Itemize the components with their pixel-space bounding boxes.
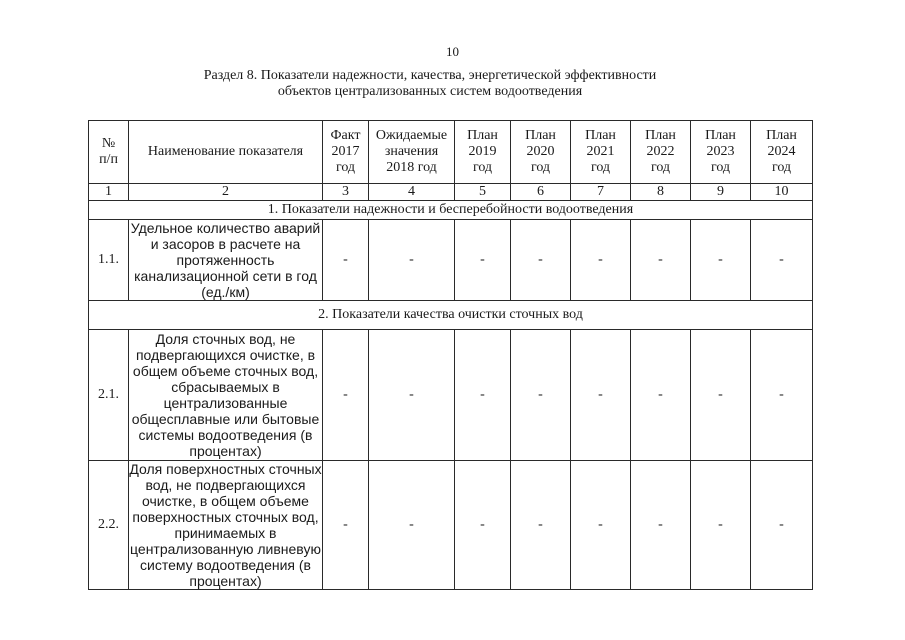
column-number: 10 xyxy=(751,184,813,201)
column-number: 3 xyxy=(323,184,369,201)
column-number: 9 xyxy=(691,184,751,201)
header-cell-number: № п/п xyxy=(89,121,129,184)
section-title-line-1: Раздел 8. Показатели надежности, качества, энергетической эффективности xyxy=(203,68,657,83)
section-heading-reliability: 1. Показатели надежности и бесперебойности водоотведения xyxy=(89,201,813,220)
header-cell-plan-2021: План 2021 год xyxy=(571,121,631,184)
value-cell: - xyxy=(631,330,691,461)
value-cell: - xyxy=(691,461,751,590)
indicator-name: Удельное количество аварий и засоров в расчете на протяженность канализационной сети в год (ед./км) xyxy=(129,220,323,301)
table-row xyxy=(89,330,813,461)
value-cell: - xyxy=(511,220,571,301)
header-cell-plan-2022: План 2022 год xyxy=(631,121,691,184)
value-cell: - xyxy=(751,330,813,461)
row-number: 1.1. xyxy=(89,220,129,301)
value-cell: - xyxy=(323,330,369,461)
column-numbers-row xyxy=(89,184,813,201)
section-heading-treatment-quality: 2. Показатели качества очистки сточных вод xyxy=(89,301,813,330)
header-cell-name: Наименование показателя xyxy=(129,121,323,184)
value-cell: - xyxy=(455,461,511,590)
value-cell: - xyxy=(631,461,691,590)
column-number: 1 xyxy=(89,184,129,201)
header-cell-fact-2017: Факт 2017 год xyxy=(323,121,369,184)
value-cell: - xyxy=(369,220,455,301)
value-cell: - xyxy=(571,220,631,301)
value-cell: - xyxy=(455,220,511,301)
header-cell-plan-2019: План 2019 год xyxy=(455,121,511,184)
table-row xyxy=(89,461,813,590)
indicator-name: Доля поверхностных сточных вод, не подвергающихся очистке, в общем объеме поверхностных сточных вод, принимаемых в централизованную ливневую систему водоотведения (в процентах) xyxy=(129,461,322,589)
header-row xyxy=(89,121,813,184)
section-title-line-2: объектов централизованных систем водоотведения xyxy=(277,84,583,99)
value-cell: - xyxy=(751,461,813,590)
section-row-2 xyxy=(89,301,813,330)
value-cell: - xyxy=(511,330,571,461)
column-number: 4 xyxy=(369,184,455,201)
table-row xyxy=(89,220,813,301)
value-cell: - xyxy=(323,220,369,301)
indicators-table xyxy=(88,120,813,590)
value-cell: - xyxy=(751,220,813,301)
column-number: 7 xyxy=(571,184,631,201)
section-title xyxy=(150,68,710,100)
header-cell-plan-2024: План 2024 год xyxy=(751,121,813,184)
value-cell: - xyxy=(631,220,691,301)
indicator-name: Доля сточных вод, не подвергающихся очистке, в общем объеме сточных вод, сбрасываемых в централизованные общесплавные или бытовые системы водоотведения (в процентах) xyxy=(129,330,323,461)
value-cell: - xyxy=(571,330,631,461)
column-number: 6 xyxy=(511,184,571,201)
value-cell: - xyxy=(571,461,631,590)
section-row-1 xyxy=(89,201,813,220)
row-number: 2.2. xyxy=(89,461,129,590)
header-cell-expected-2018: Ожидаемые значения 2018 год xyxy=(369,121,455,184)
column-number: 2 xyxy=(129,184,323,201)
value-cell: - xyxy=(369,461,455,590)
value-cell: - xyxy=(691,330,751,461)
value-cell: - xyxy=(691,220,751,301)
row-number: 2.1. xyxy=(89,330,129,461)
value-cell: - xyxy=(455,330,511,461)
column-number: 8 xyxy=(631,184,691,201)
value-cell: - xyxy=(323,461,369,590)
value-cell: - xyxy=(369,330,455,461)
value-cell: - xyxy=(511,461,571,590)
header-cell-plan-2023: План 2023 год xyxy=(691,121,751,184)
column-number: 5 xyxy=(455,184,511,201)
header-cell-plan-2020: План 2020 год xyxy=(511,121,571,184)
page-number: 10 xyxy=(446,44,459,59)
